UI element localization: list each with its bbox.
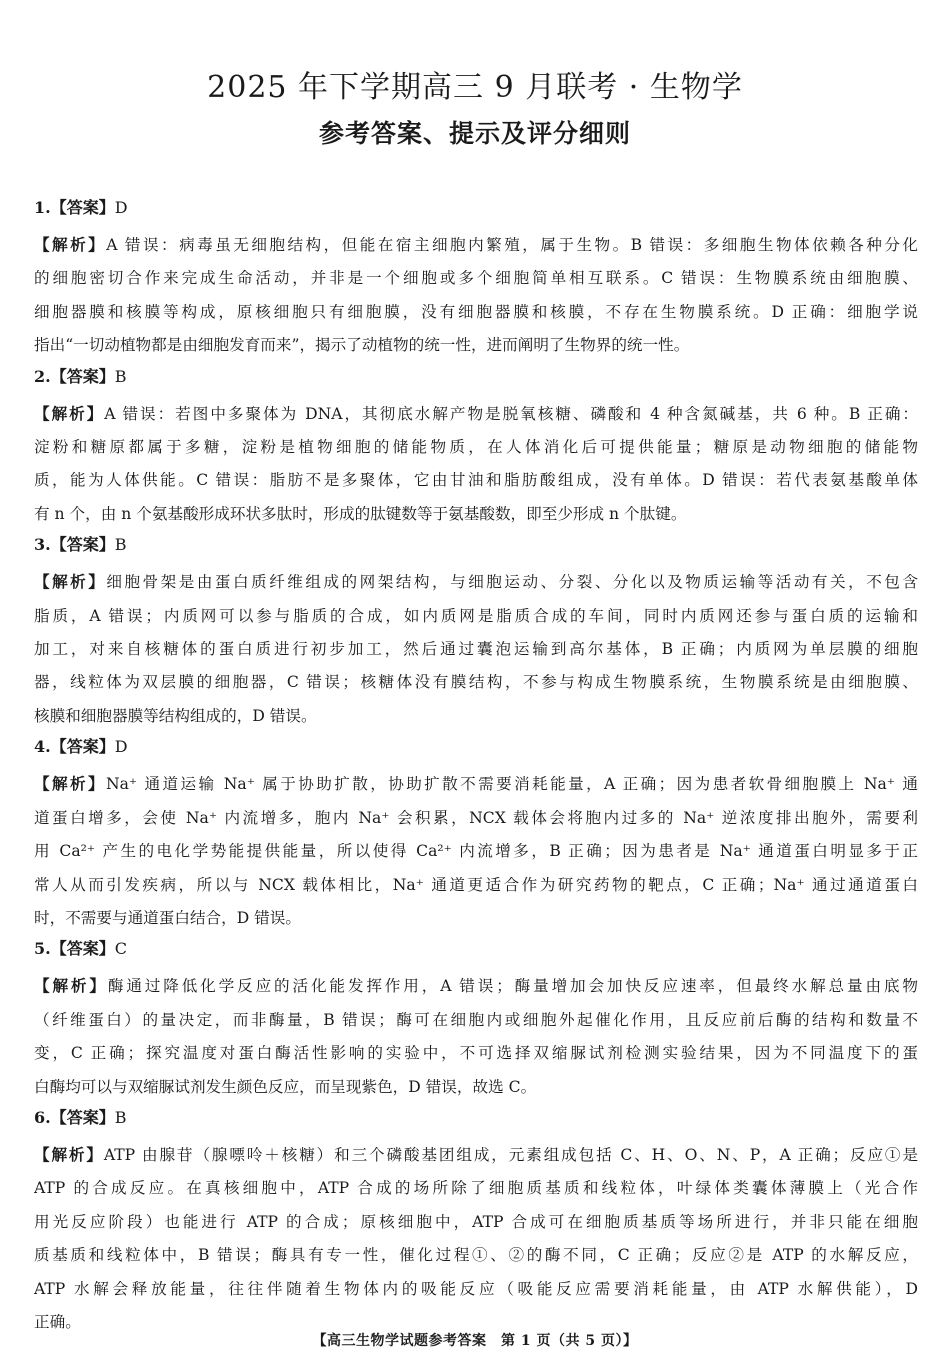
analysis-paragraph [34, 397, 918, 532]
analysis-line [34, 1206, 918, 1239]
analysis-label: 【解析】 [34, 976, 108, 996]
answer-value: B [114, 1107, 127, 1127]
analysis-text: 加工，对来自核糖体的蛋白质进行初步加工，然后通过囊泡运输到高尔基体，B 正确；内质网为单层膜的细胞 [34, 640, 918, 659]
answer-line [34, 533, 918, 557]
answer-value: B [114, 535, 127, 555]
analysis-line [34, 1172, 918, 1205]
analysis-line [34, 296, 918, 329]
analysis-line [34, 902, 918, 935]
analysis-paragraph [34, 767, 918, 935]
analysis-line [34, 700, 918, 733]
page-footer: 【高三生物学试题参考答案 第 1 页（共 5 页）】 [312, 1333, 638, 1349]
analysis-text: 道蛋白增多，会使 Na⁺ 内流增多，胞内 Na⁺ 会积累，NCX 载体会将胞内过多的 Na⁺ 逆浓度排出胞外，需要利 [34, 808, 918, 827]
analysis-text: 细胞骨架是由蛋白质纤维组成的网架结构，与细胞运动、分裂、分化以及物质运输等活动有关，不包含 [106, 573, 918, 592]
question-block [34, 735, 918, 935]
analysis-text: 变，C 正确；探究温度对蛋白酶活性影响的实验中，不可选择双缩脲试剂检测实验结果，因为不同温度下的蛋 [34, 1044, 918, 1063]
analysis-text: 质基质和线粒体中，B 错误；酶具有专一性，催化过程①、②的酶不同，C 正确；反应②是 ATP 的水解反应， [34, 1246, 918, 1265]
question-number: 4. [34, 737, 51, 757]
answer-label: 【答案】 [50, 366, 115, 386]
analysis-text: 用 Ca²⁺ 产生的电化学势能提供能量，所以使得 Ca²⁺ 内流增多，B 正确；因为患者是 Na⁺ 通道蛋白明显多于正 [34, 842, 918, 861]
question-number: 1. [34, 198, 51, 217]
question-block [34, 937, 918, 1104]
answer-value: C [114, 939, 127, 959]
analysis-text: 有 n 个，由 n 个氨基酸形成环状多肽时，形成的肽键数等于氨基酸数，即至少形成 n 个肽键。 [34, 504, 687, 523]
analysis-text: ATP 由腺苷（腺嘌呤＋核糖）和三个磷酸基团组成，元素组成包括 C、H、O、N、P，A 正确；反应①是 [103, 1145, 918, 1164]
answer-line [34, 365, 918, 389]
answer-line [34, 735, 918, 759]
analysis-line [34, 1138, 918, 1172]
analysis-paragraph [34, 228, 918, 363]
answer-label: 【答案】 [50, 1107, 115, 1127]
analysis-line [34, 600, 918, 633]
analysis-line [34, 666, 918, 699]
analysis-text: 核膜和细胞器膜等结构组成的，D 错误。 [34, 706, 317, 725]
analysis-line [34, 767, 918, 801]
answer-label: 【答案】 [50, 939, 115, 959]
analysis-line [34, 329, 918, 362]
analysis-text: 用光反应阶段）也能进行 ATP 的合成；原核细胞中，ATP 合成可在细胞质基质等场所进行，并非只能在细胞 [34, 1212, 918, 1231]
answer-label: 【答案】 [50, 198, 115, 217]
analysis-text: 指出“一切动植物都是由细胞发育而来”，揭示了动植物的统一性，进而阐明了生物界的统一性。 [34, 336, 690, 355]
page-subtitle: 参考答案、提示及评分细则 [318, 119, 631, 148]
question-number: 5. [34, 939, 51, 959]
analysis-line [34, 969, 918, 1003]
analysis-paragraph [34, 969, 918, 1104]
analysis-line [34, 802, 918, 835]
analysis-paragraph [34, 1138, 918, 1339]
answer-list [34, 196, 918, 1341]
analysis-line [34, 1037, 918, 1070]
answer-value: D [114, 198, 128, 217]
question-number: 6. [34, 1107, 51, 1127]
analysis-text: 酶通过降低化学反应的活化能发挥作用，A 错误；酶量增加会加快反应速率，但最终水解总量由底物 [107, 977, 918, 996]
analysis-line [34, 1239, 918, 1272]
analysis-line [34, 633, 918, 666]
analysis-text: 细胞器膜和核膜等构成，原核细胞只有细胞膜，没有细胞器膜和核膜，不存在生物膜系统。D 正确：细胞学说 [34, 302, 918, 321]
analysis-label: 【解析】 [34, 774, 106, 794]
analysis-line [34, 397, 918, 431]
analysis-line [34, 835, 918, 868]
answer-label: 【答案】 [50, 535, 115, 555]
analysis-line [34, 565, 918, 599]
analysis-line [34, 464, 918, 497]
answer-line [34, 196, 918, 220]
analysis-line [34, 262, 918, 295]
analysis-text: 时，不需要与通道蛋白结合，D 错误。 [34, 908, 301, 927]
question-block [34, 196, 918, 363]
analysis-line [34, 498, 918, 531]
analysis-text: 器，线粒体为双层膜的细胞器，C 错误；核糖体没有膜结构，不参与构成生物膜系统，生物膜系统是由细胞膜、 [34, 673, 918, 692]
analysis-text: A 错误：病毒虽无细胞结构，但能在宿主细胞内繁殖，属于生物。B 错误：多细胞生物体依赖各种分化 [106, 236, 918, 254]
analysis-line [34, 228, 918, 262]
analysis-paragraph [34, 565, 918, 733]
answer-label: 【答案】 [50, 737, 115, 757]
question-number: 3. [34, 535, 51, 555]
analysis-label: 【解析】 [34, 235, 107, 254]
question-block [34, 533, 918, 733]
analysis-label: 【解析】 [34, 1144, 104, 1164]
answer-line [34, 1106, 918, 1130]
page-title: 2025 年下学期高三 9 月联考 · 生物学 [207, 70, 743, 105]
question-block [34, 1106, 918, 1339]
analysis-text: 脂质，A 错误；内质网可以参与脂质的合成，如内质网是脂质合成的车间，同时内质网还参与蛋白质的运输和 [34, 606, 918, 625]
analysis-text: 正确。 [34, 1312, 81, 1331]
question-block [34, 365, 918, 532]
analysis-text: 质，能为人体供能。C 错误：脂肪不是多聚体，它由甘油和脂肪酸组成，没有单体。D 错误：若代表氨基酸单体 [34, 471, 918, 490]
analysis-text: 淀粉和糖原都属于多糖，淀粉是植物细胞的储能物质，在人体消化后可提供能量；糖原是动物细胞的储能物 [34, 438, 918, 457]
analysis-label: 【解析】 [34, 572, 107, 592]
analysis-text: Na⁺ 通道运输 Na⁺ 属于协助扩散，协助扩散不需要消耗能量，A 正确；因为患者软骨细胞膜上 Na⁺ 通 [105, 775, 918, 794]
analysis-line [34, 1273, 918, 1306]
analysis-text: 白酶均可以与双缩脲试剂发生颜色反应，而呈现紫色，D 错误，故选 C。 [34, 1077, 537, 1096]
analysis-text: 常人从而引发疾病，所以与 NCX 载体相比，Na⁺ 通道更适合作为研究药物的靶点，C 正确；Na⁺ 通过通道蛋白 [34, 875, 918, 894]
analysis-line [34, 1071, 918, 1104]
answer-value: D [114, 737, 128, 757]
analysis-line [34, 869, 918, 902]
answer-line [34, 937, 918, 961]
analysis-label: 【解析】 [34, 403, 105, 423]
analysis-text: A 错误：若图中多聚体为 DNA，其彻底水解产物是脱氧核糖、磷酸和 4 种含氮碱基，共 6 种。B 正确： [104, 404, 918, 423]
answer-value: B [114, 366, 127, 386]
analysis-text: ATP 的合成反应。在真核细胞中，ATP 合成的场所除了细胞质基质和线粒体，叶绿体类囊体薄膜上（光合作 [34, 1179, 918, 1198]
analysis-text: 的细胞密切合作来完成生命活动，并非是一个细胞或多个细胞简单相互联系。C 错误：生物膜系统由细胞膜、 [34, 269, 918, 288]
analysis-line [34, 1004, 918, 1037]
analysis-text: （纤维蛋白）的量决定，而非酶量，B 错误；酶可在细胞内或细胞外起催化作用，且反应前后酶的结构和数量不 [34, 1010, 918, 1029]
analysis-line [34, 431, 918, 464]
question-number: 2. [34, 366, 51, 386]
analysis-text: ATP 水解会释放能量，往往伴随着生物体内的吸能反应（吸能反应需要消耗能量，由 ATP 水解供能），D [34, 1279, 918, 1298]
